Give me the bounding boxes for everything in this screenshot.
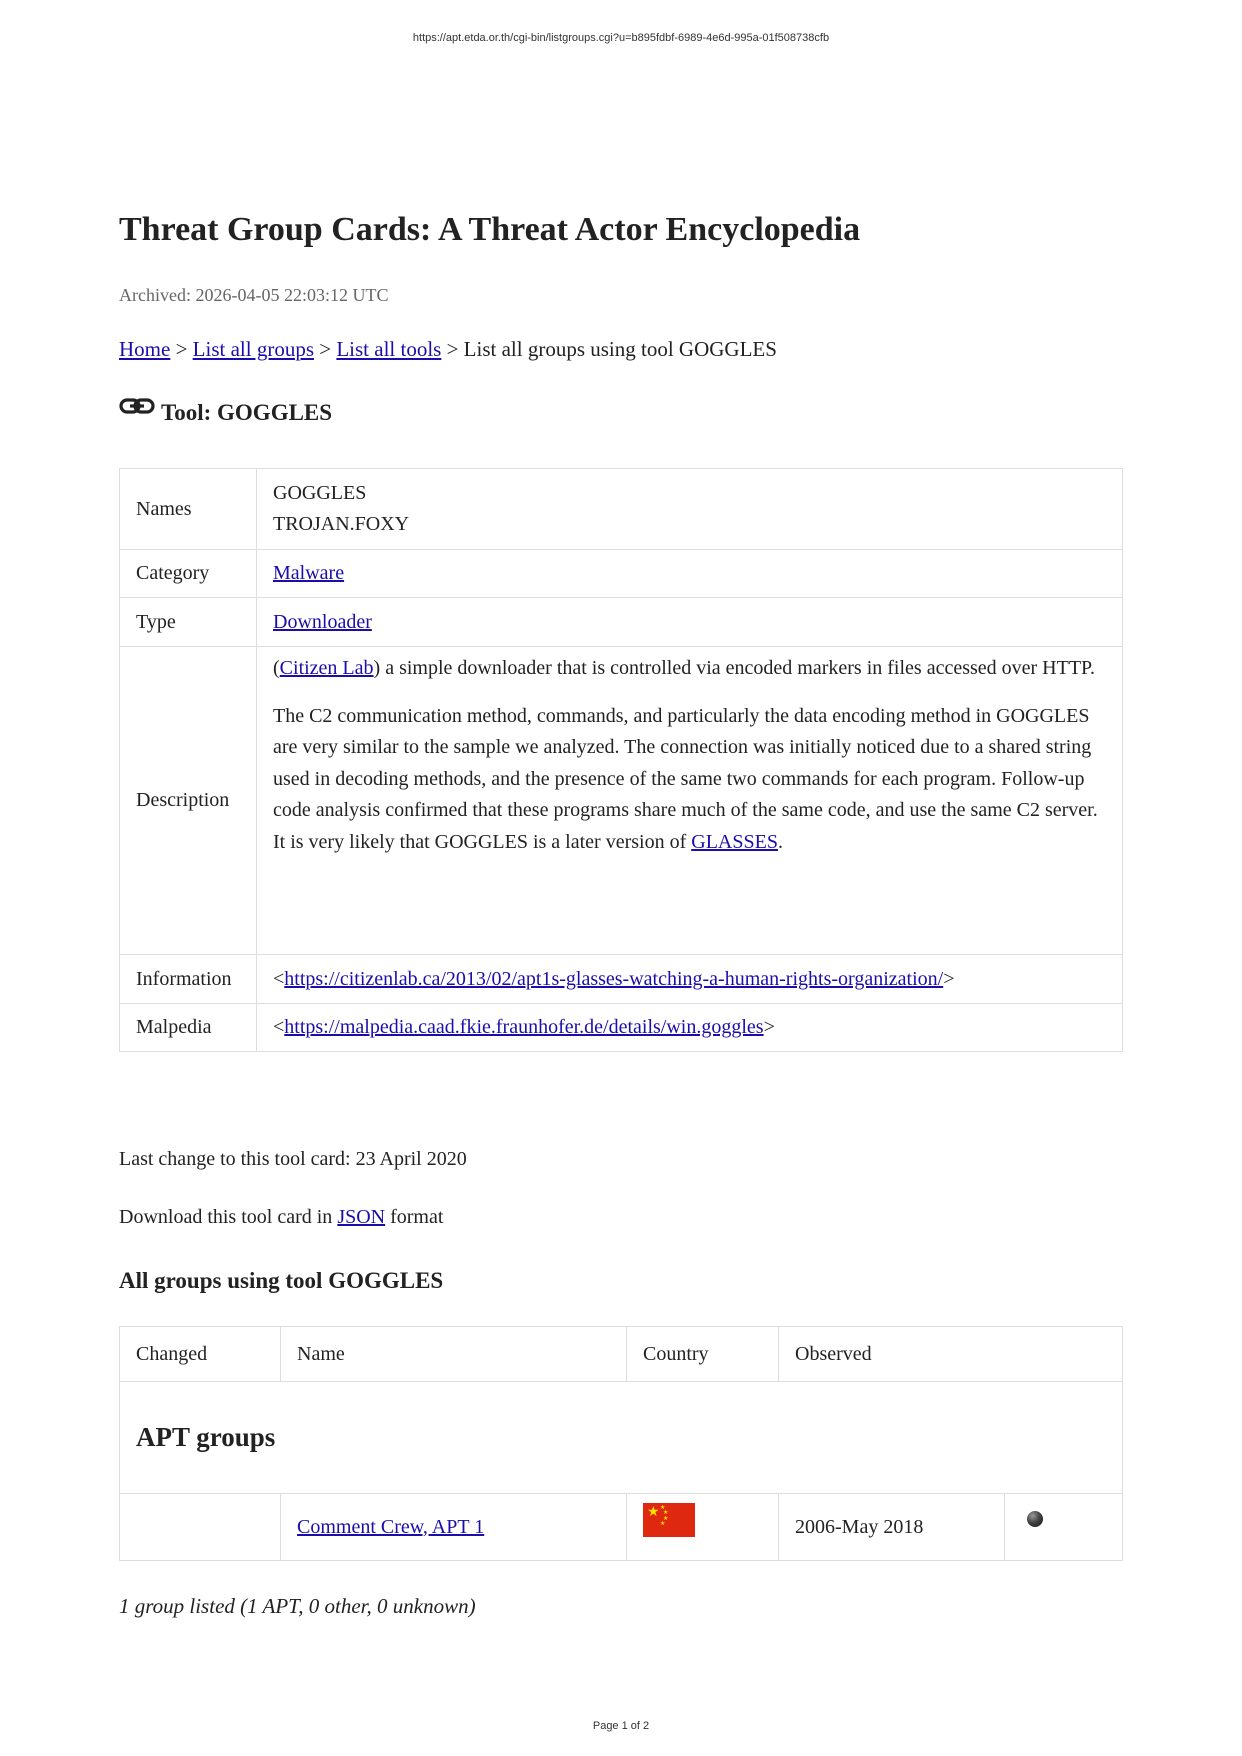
names-label: Names <box>120 469 257 550</box>
country-cell <box>627 1494 779 1561</box>
glasses-link[interactable]: GLASSES <box>691 830 778 853</box>
group-link[interactable]: Comment Crew, APT 1 <box>297 1515 485 1538</box>
section-title-apt-groups: APT groups <box>120 1382 1123 1494</box>
angle-open: < <box>273 967 285 990</box>
tool-heading <box>119 400 332 426</box>
category-link[interactable]: Malware <box>273 562 345 584</box>
header-name: Name <box>281 1327 627 1382</box>
description-text: The C2 communication method, commands, and particularly the data encoding method in GOGGLES are very similar to the sample we analyzed. The connection was initially noticed due to a shared string used in decoding methods, and the presence of the same two commands for each program. Follow-up code analysis confirmed that these programs share much of the same code, and use the same C2 server. It is very likely that GOGGLES is a later version of <box>273 704 1098 853</box>
malpedia-link[interactable]: https://malpedia.caad.fkie.fraunhofer.de/details/win.goggles <box>284 1016 764 1038</box>
table-row <box>120 1494 1123 1561</box>
breadcrumb <box>119 337 777 362</box>
angle-close: > <box>943 967 955 990</box>
type-label: Type <box>120 598 257 647</box>
changed-cell <box>120 1494 281 1561</box>
name-cell <box>281 1494 627 1561</box>
paren: ( <box>273 657 280 679</box>
information-link[interactable]: https://citizenlab.ca/2013/02/apt1s-glasses-watching-a-human-rights-organization/ <box>284 967 944 990</box>
groups-header-row <box>120 1327 1123 1382</box>
names-row <box>120 469 1123 550</box>
last-change-text: Last change to this tool card: 23 April 2020 <box>119 1148 467 1170</box>
angle-open: < <box>273 1016 285 1038</box>
description-label: Description <box>120 647 257 955</box>
type-value <box>257 598 1123 647</box>
description-text: ) a simple downloader that is controlled via encoded markers in files accessed over HTTP. <box>373 657 1095 679</box>
breadcrumb-list-groups-link[interactable]: List all groups <box>192 337 314 361</box>
malpedia-row <box>120 1004 1123 1052</box>
header-changed: Changed <box>120 1327 281 1382</box>
information-label: Information <box>120 955 257 1004</box>
angle-close: > <box>763 1016 775 1038</box>
breadcrumb-current: > List all groups using tool GOGGLES <box>441 337 777 361</box>
tool-card-table <box>119 468 1123 1052</box>
download-prefix: Download this tool card in <box>119 1206 338 1228</box>
china-flag-icon: ★ ★ ★ ★ ★ <box>643 1503 695 1537</box>
type-link[interactable]: Downloader <box>273 610 372 633</box>
section-row <box>120 1382 1123 1494</box>
page-number: Page 1 of 2 <box>592 1720 650 1732</box>
download-suffix: format <box>385 1206 444 1228</box>
archived-timestamp: Archived: 2026-04-05 22:03:12 UTC <box>119 285 389 305</box>
groups-heading: All groups using tool GOGGLES <box>119 1268 444 1293</box>
tool-heading-text: Tool: GOGGLES <box>161 400 333 425</box>
groups-table <box>119 1326 1123 1561</box>
name-item: GOGGLES <box>273 482 367 504</box>
json-download-link[interactable]: JSON <box>337 1206 386 1228</box>
breadcrumb-separator: > <box>314 337 337 361</box>
category-value <box>257 550 1123 598</box>
name-item: TROJAN.FOXY <box>273 513 410 535</box>
status-cell <box>1005 1494 1123 1561</box>
breadcrumb-separator: > <box>170 337 193 361</box>
groups-summary: 1 group listed (1 APT, 0 other, 0 unknown) <box>119 1594 476 1618</box>
category-row <box>120 550 1123 598</box>
category-label: Category <box>120 550 257 598</box>
breadcrumb-home-link[interactable]: Home <box>119 337 171 361</box>
header-observed: Observed <box>779 1327 1123 1382</box>
link-icon[interactable] <box>119 394 155 420</box>
download-line <box>119 1206 443 1229</box>
breadcrumb-list-tools-link[interactable]: List all tools <box>336 337 442 361</box>
malpedia-value <box>257 1004 1123 1052</box>
observed-cell: 2006-May 2018 <box>779 1494 1005 1561</box>
description-value <box>257 647 1123 955</box>
status-dot-icon <box>1027 1511 1043 1527</box>
header-country: Country <box>627 1327 779 1382</box>
type-row <box>120 598 1123 647</box>
citizen-lab-link[interactable]: Citizen Lab <box>279 657 374 679</box>
information-row <box>120 955 1123 1004</box>
malpedia-label: Malpedia <box>120 1004 257 1052</box>
names-value <box>257 469 1123 550</box>
description-period: . <box>777 830 783 853</box>
print-header-url: https://apt.etda.or.th/cgi-bin/listgroups.cgi?u=b895fdbf-6989-4e6d-995a-01f508738cfb <box>412 32 830 44</box>
page-title: Threat Group Cards: A Threat Actor Encyclopedia <box>119 211 861 248</box>
description-row <box>120 647 1123 955</box>
description-paragraph <box>273 653 1106 685</box>
information-value <box>257 955 1123 1004</box>
description-paragraph <box>273 701 1106 859</box>
